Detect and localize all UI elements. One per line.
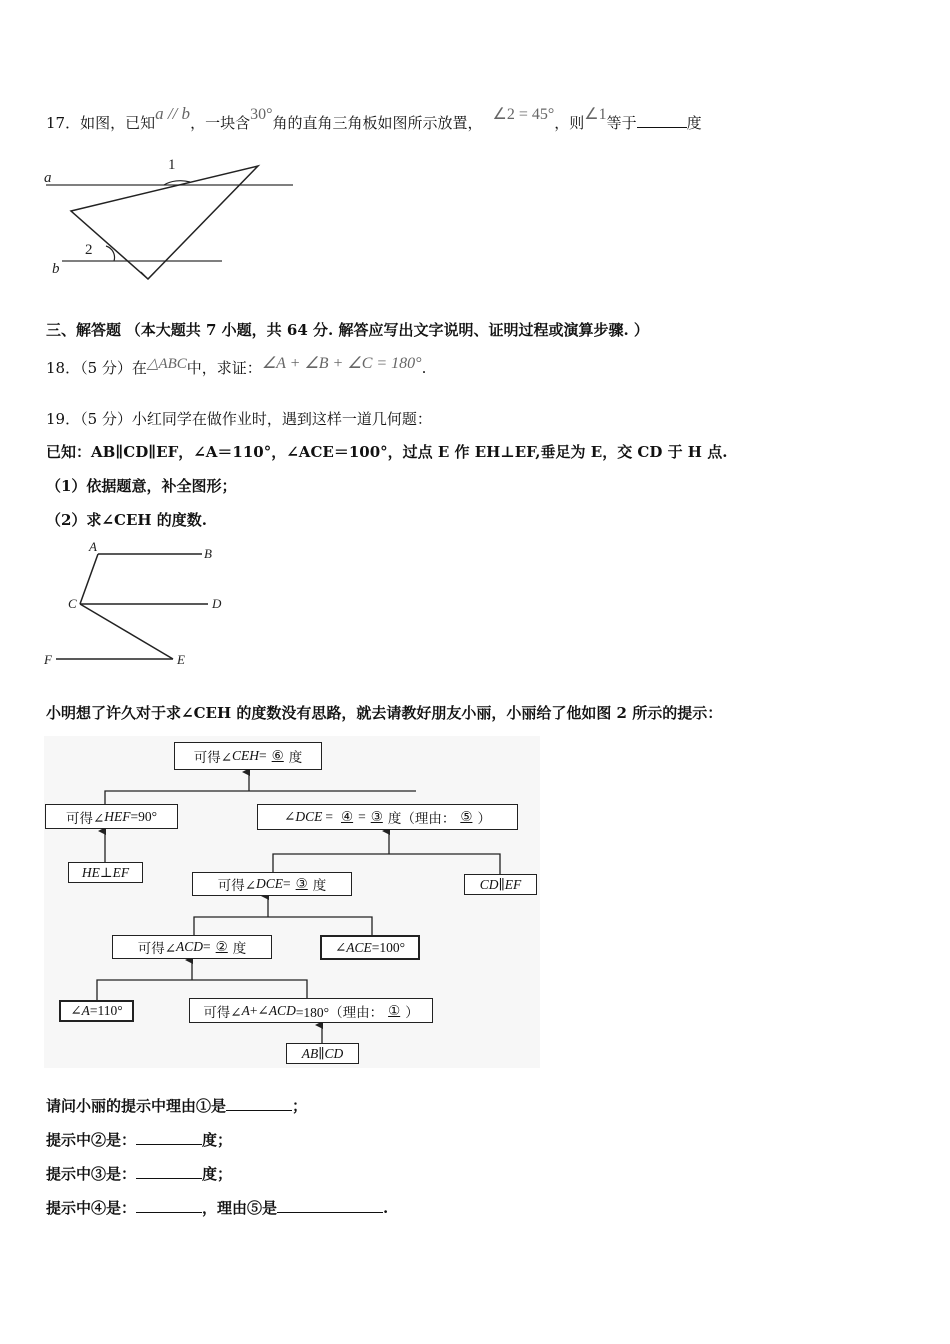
math-angle1: ∠1 [584,106,607,123]
q18-number: 18．（5 分） [46,359,132,377]
q19-figure [40,540,240,672]
box-he-perp-ef: HE ⊥ EF [68,862,143,883]
section3-note: （本大题共 7 小题，共 64 分. 解答应写出文字说明、证明过程或演算步骤. ） [125,321,649,339]
label-2: 2 [85,242,93,258]
label-F: F [44,652,52,667]
q18-text: 18．（5 分）在△ABC中，求证：∠A + ∠B + ∠C = 180°. [46,355,427,377]
label-D: D [212,596,222,611]
label-1: 1 [168,157,176,173]
segment-AC [80,554,98,604]
segment-CE [80,604,173,659]
label-C: C [68,596,77,611]
q19-intro: 19．（5 分）小红同学在做作业时，遇到这样一道几何题： [46,410,432,428]
box-ceh-result: 可得∠ CEH = ⑥ 度 [174,742,322,770]
hint-flowchart [44,736,540,1068]
box-cd-par-ef: CD ∥ EF [464,874,537,895]
q17-number: 17． [46,114,81,132]
q19-given: 已知：AB∥CD∥EF，∠A＝110°，∠ACE＝100°，过点 E 作 EH⊥EF,垂足为 E，交 CD 于 H 点. [46,443,728,461]
math-angle-sum: ∠A + ∠B + ∠C = 180° [261,355,422,372]
label-B: B [204,546,212,561]
q17-text: 17．如图，已知a // b，一块含30°角的直角三角板如图所示放置， ∠2 = 45°，则∠1等于 度 [46,104,702,132]
answer-blank-5[interactable] [277,1198,383,1213]
label-b: b [52,261,60,277]
box-dce-equation: ∠ DCE = ④ = ③ 度（理由： ⑤ ） [257,804,518,830]
box-dce: 可得∠ DCE = ③ 度 [192,872,352,896]
q17-figure [40,150,300,285]
answer-blank-2[interactable] [136,1130,202,1145]
ask-hint4-5: 提示中④是： ，理由⑤是 . [46,1199,389,1217]
section3-title: 三、解答题 [46,321,122,339]
box-a-110: ∠ A =110° [59,1000,134,1022]
triangle-ruler [71,166,258,279]
answer-blank-4[interactable] [136,1198,202,1213]
q19-part2: （2）求∠CEH 的度数. [46,511,207,529]
math-30deg: 30° [250,106,273,123]
box-hef: 可得∠ HEF =90° [45,804,178,829]
q19-part1: （1）依据题意，补全图形； [46,477,237,495]
label-a: a [44,170,52,186]
answer-blank[interactable] [637,113,687,128]
box-ab-par-cd: AB ∥ CD [286,1043,359,1064]
math-parallel: a // b [155,104,191,123]
box-ace: ∠ ACE =100° [320,935,420,960]
math-angle2: ∠2 = 45° [492,106,555,123]
box-angle-sum: 可得∠ A +∠ ACD =180°（理由： ① ） [189,998,433,1023]
ask-reason1: 请问小丽的提示中理由①是 ； [46,1097,308,1115]
answer-blank-3[interactable] [136,1164,202,1179]
section3-heading [46,320,649,340]
q19-hint-intro: 小明想了许久对于求∠CEH 的度数没有思路，就去请教好朋友小丽，小丽给了他如图 2 所示的提示： [46,704,723,722]
label-E: E [177,652,185,667]
ask-hint3: 提示中③是： 度； [46,1165,233,1183]
answer-blank-1[interactable] [226,1096,292,1111]
label-A: A [89,540,97,554]
math-triangle: △ABC [146,356,187,372]
box-acd: 可得∠ ACD = ② 度 [112,935,272,959]
ask-hint2: 提示中②是： 度； [46,1131,233,1149]
